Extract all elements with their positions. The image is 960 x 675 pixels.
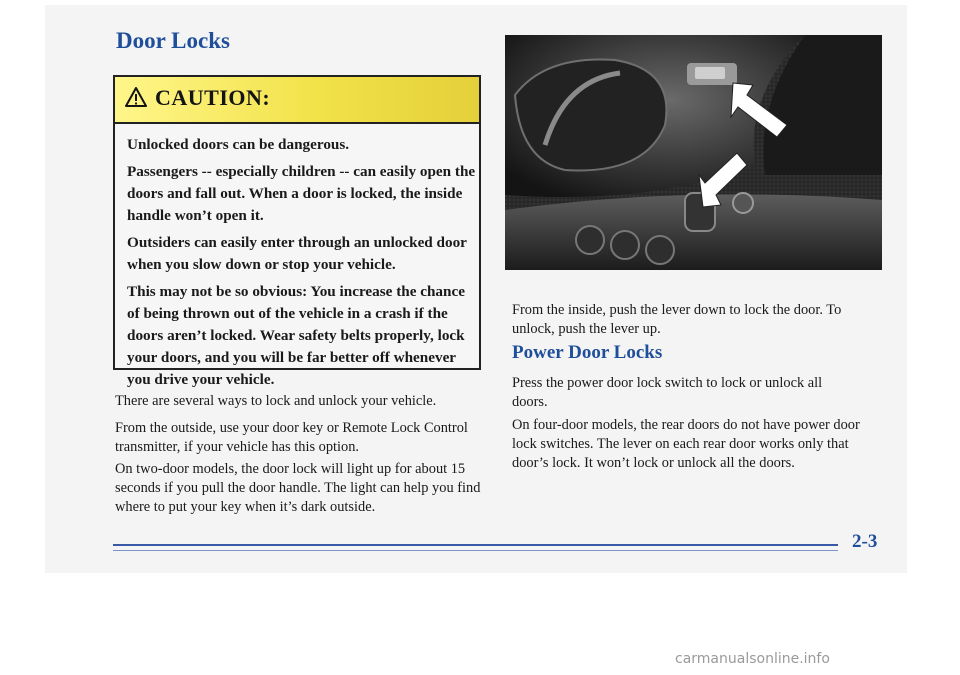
body-paragraph: From the outside, use your door key or Remote Lock Control transmitter, if your vehicle has this option.	[115, 420, 468, 455]
body-paragraph: On four-door models, the rear doors do not have power door lock switches. The lever on each rear door works only that door’s lock. It won’t lock or unlock all the doors.	[512, 417, 860, 471]
caution-paragraph: Outsiders can easily enter through an unlocked door when you slow down or stop your vehicle.	[127, 234, 467, 273]
body-paragraph: Press the power door lock switch to lock or unlock all doors.	[512, 375, 823, 410]
watermark: carmanualsonline.info	[675, 651, 830, 667]
footer-rule	[113, 544, 838, 546]
caution-paragraph: Unlocked doors can be dangerous.	[127, 136, 350, 153]
page-title: Door Locks	[116, 28, 230, 53]
warning-triangle-icon	[125, 87, 147, 107]
door-panel-illustration	[505, 35, 882, 270]
door-panel-photo	[505, 35, 882, 270]
caution-label: CAUTION:	[155, 85, 271, 110]
caution-paragraph: This may not be so obvious: You increase the chance of being thrown out of the vehicle in a crash if the doors aren’t locked. Wear safety belts properly, lock your doors, and you will be far better off whenever you drive your vehicle.	[127, 283, 465, 388]
footer-rule-thin	[113, 550, 838, 551]
caution-body	[127, 134, 477, 396]
photo-caption: From the inside, push the lever down to lock the door. To unlock, push the lever up.	[512, 302, 842, 337]
section-heading: Power Door Locks	[512, 342, 663, 363]
caution-paragraph: Passengers -- especially children -- can easily open the doors and fall out. When a door is locked, the inside handle won’t open it.	[127, 163, 476, 224]
body-paragraph: On two-door models, the door lock will light up for about 15 seconds if you pull the door handle. The light can help you find where to put your key when it’s dark outside.	[115, 461, 481, 515]
page-number: 2-3	[852, 531, 878, 552]
caution-box	[113, 75, 481, 388]
body-paragraph: There are several ways to lock and unlock your vehicle.	[115, 393, 437, 409]
caution-header	[115, 77, 479, 124]
